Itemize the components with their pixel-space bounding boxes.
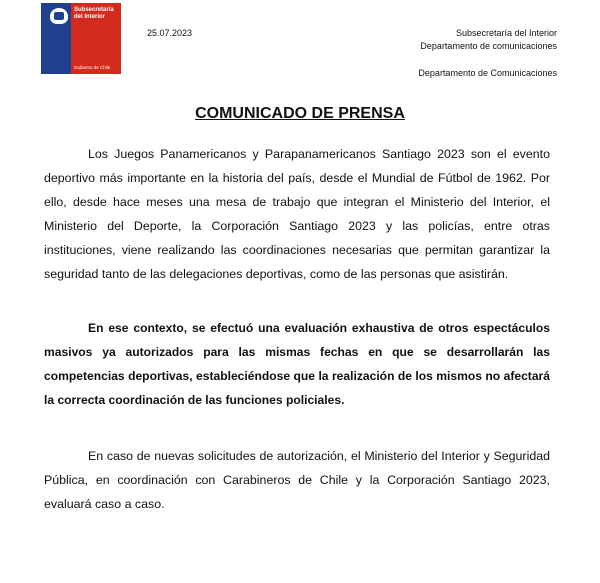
paragraph-closing: En caso de nuevas solicitudes de autorización, el Ministerio del Interior y Seguridad Pública, en coordinación con Carabineros de Chile y la Corporación Santiago 2023, evaluará caso a caso. (44, 449, 550, 511)
logo-red-panel (71, 3, 121, 74)
crest-detail (54, 12, 64, 20)
logo-subtitle: Gobierno de Chile (74, 65, 111, 70)
header-department-secondary: Departamento de Comunicaciones (418, 68, 557, 78)
government-logo (41, 3, 121, 74)
paragraph-intro: Los Juegos Panamericanos y Parapanamericanos Santiago 2023 son el evento deportivo más importante en la historia del país, desde el Mundial de Fútbol de 1962. Por ello, desde hace meses una mesa de trabajo que integran el Ministerio del Interior, el Ministerio del Deporte, la Corporación Santiago 2023 y las policías, entre otras instituciones, viene realizando las coordinaciones necesarias que permitan garantizar la seguridad tanto de las delegaciones deportivas, como de las personas que asistirán. (44, 147, 550, 281)
document-date: 25.07.2023 (147, 28, 193, 38)
logo-title: Subsecretaría del Interior (74, 7, 114, 20)
logo-blue-panel (41, 3, 71, 74)
press-release-title: COMUNICADO DE PRENSA (195, 105, 405, 122)
header-department: Departamento de comunicaciones (420, 41, 557, 51)
paragraph-context: En ese contexto, se efectuó una evaluación exhaustiva de otros espectáculos masivos ya autorizados para las mismas fechas en que se desarrollarán las competencias deportivas, estableciéndose que la realización de los mismos no afectará la correcta coordinación de las funciones policiales. (44, 321, 550, 407)
header-office: Subsecretaría del Interior (455, 28, 557, 38)
